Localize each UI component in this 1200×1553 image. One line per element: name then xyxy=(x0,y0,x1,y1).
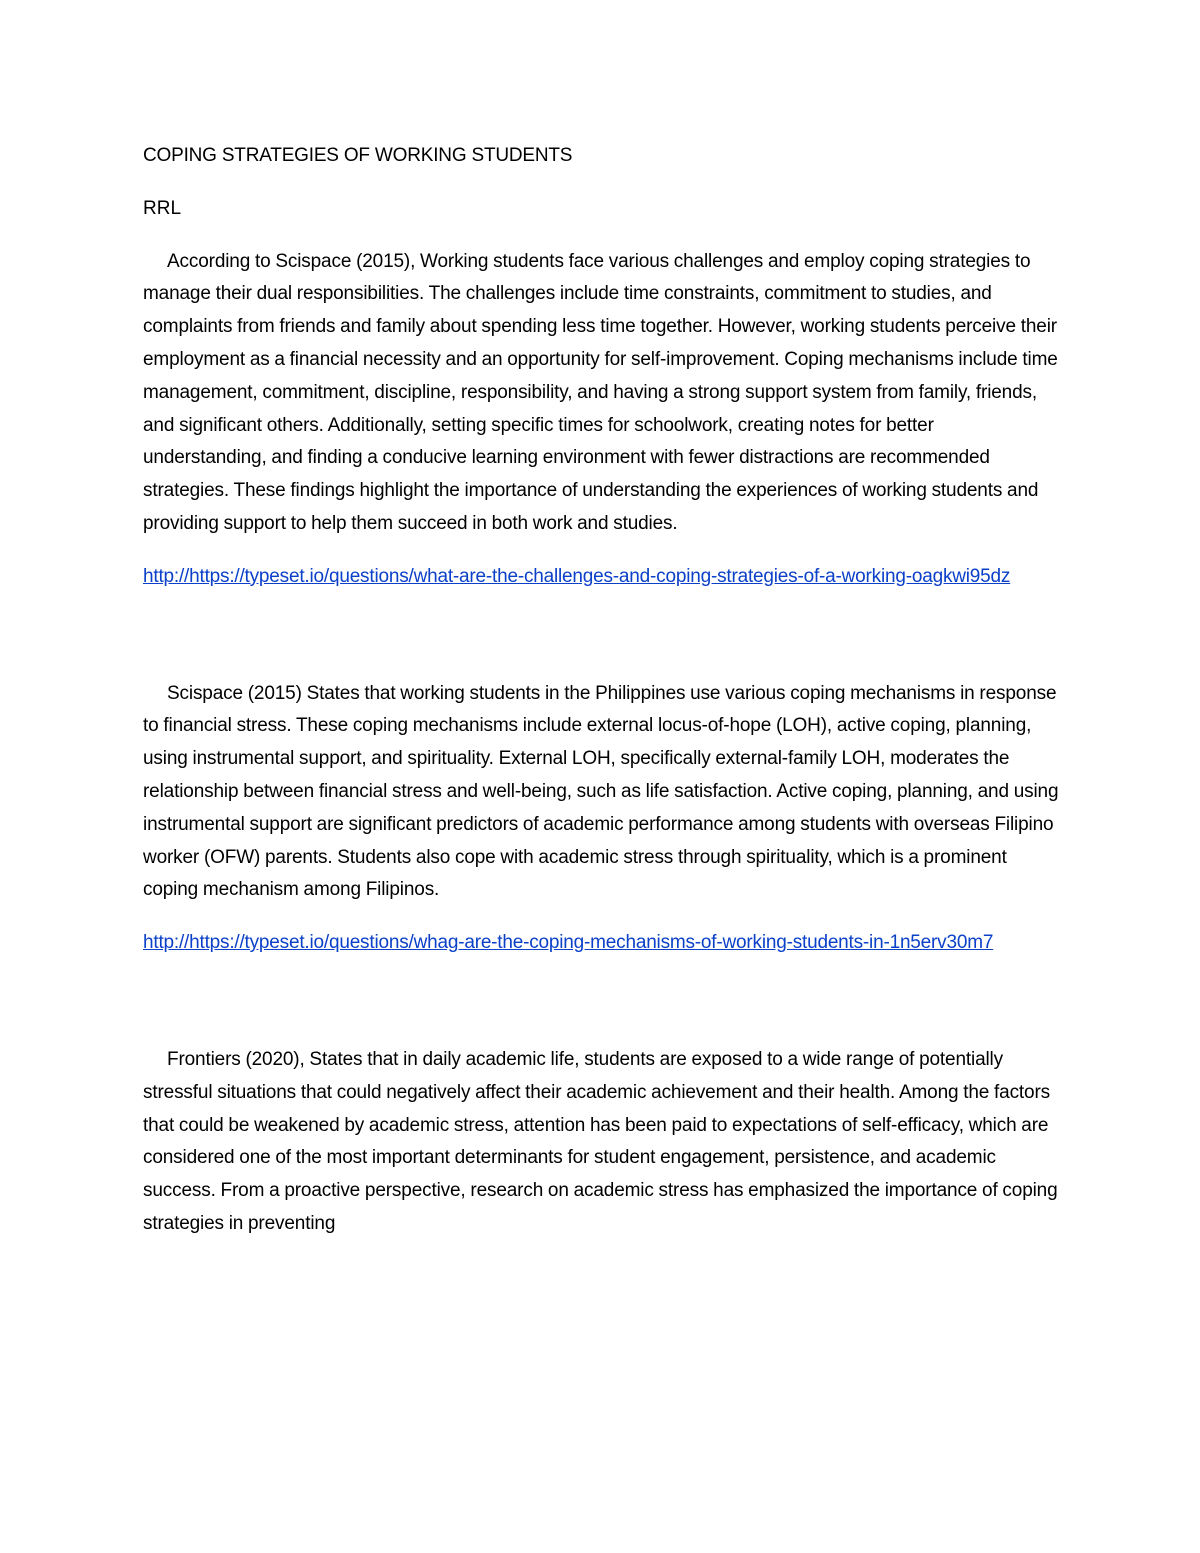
reference-link-2[interactable]: http://https://typeset.io/questions/whag-are-the-coping-mechanisms-of-working-students-in-1n5erv30m7 xyxy=(143,932,994,954)
section-heading: RRL xyxy=(143,197,182,219)
spacer xyxy=(143,594,1061,658)
paragraph-2: Scispace (2015) States that working students in the Philippines use various coping mechanisms in response to financial stress. These coping mechanisms include external locus-of-hope (LOH), active coping, planning, using instrumental support, and spirituality. External LOH, specifically external-family LOH, moderates the relationship between financial stress and well-being, such as life satisfaction. Active coping, planning, and using instrumental support are significant predictors of academic performance among students with overseas Filipino worker (OFW) parents. Students also cope with academic stress through spirituality, which is a prominent coping mechanism among Filipinos. xyxy=(143,682,1059,901)
document-title: COPING STRATEGIES OF WORKING STUDENTS xyxy=(143,145,573,166)
document-body xyxy=(143,140,1061,1241)
paragraph-1: According to Scispace (2015), Working students face various challenges and employ coping strategies to manage their dual responsibilities. The challenges include time constraints, commitment to studies, and complaints from friends and family about spending less time together. However, working students perceive their employment as a financial necessity and an opportunity for self-improvement. Coping mechanisms include time management, commitment, discipline, responsibility, and having a strong support system from family, friends, and significant others. Additionally, setting specific times for schoolwork, creating notes for better understanding, and finding a conducive learning environment with fewer distractions are recommended strategies. These findings highlight the importance of understanding the experiences of working students and providing support to help them succeed in both work and studies. xyxy=(143,250,1058,534)
reference-link-1[interactable]: http://https://typeset.io/questions/what-are-the-challenges-and-coping-strategies-of-a-working-oagkwi95dz xyxy=(143,565,1011,587)
paragraph-3: Frontiers (2020), States that in daily academic life, students are exposed to a wide range of potentially stressful situations that could negatively affect their academic achievement and their health. Among the factors that could be weakened by academic stress, attention has been paid to expectations of self-efficacy, which are considered one of the most important determinants for student engagement, persistence, and academic success. From a proactive perspective, research on academic stress has emphasized the importance of coping strategies in preventing xyxy=(143,1048,1058,1234)
spacer xyxy=(143,960,1061,1024)
